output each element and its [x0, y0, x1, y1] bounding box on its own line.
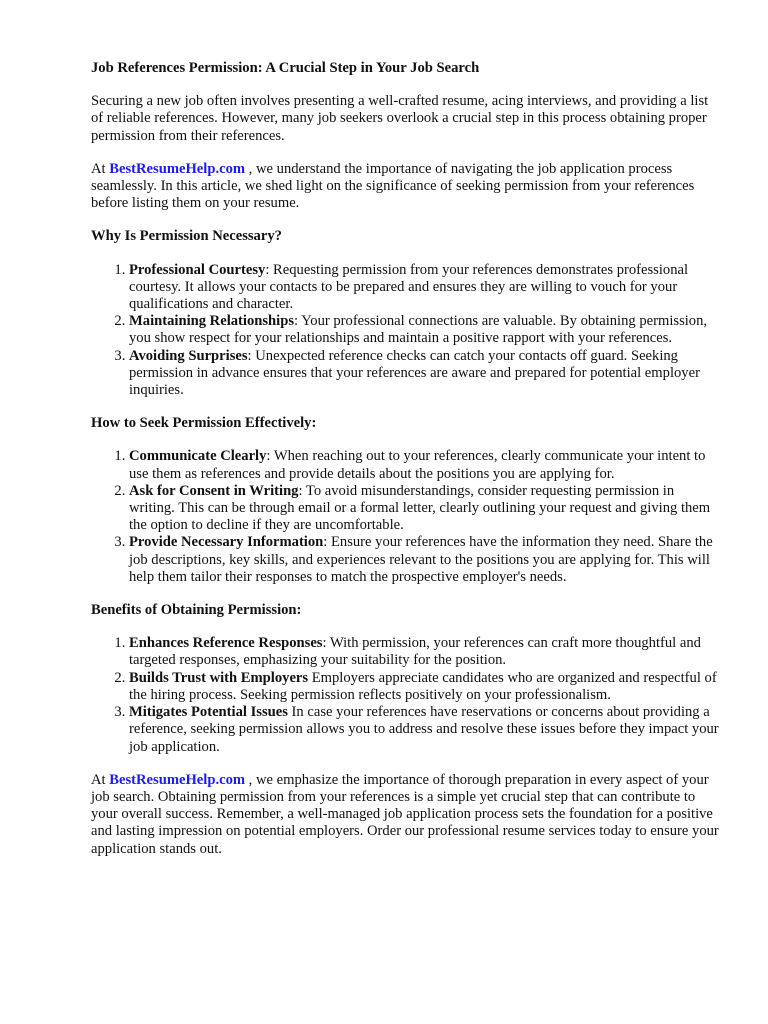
- closing-suffix: , we emphasize the importance of thorough preparation in every aspect of your job search. Obtaining permission from your references is a simple yet crucial step that can contribute to your overall success. Remember, a well-managed job application process sets the foundation for a positive and lasting impression on potential employers. Order our professional resume services today to ensure your application stands out.: [91, 771, 719, 857]
- item-term: Communicate Clearly: [129, 448, 267, 465]
- item-term: Enhances Reference Responses: [129, 635, 323, 652]
- about-paragraph: [91, 161, 721, 213]
- bestresumehelp-link[interactable]: BestResumeHelp.com: [109, 160, 246, 177]
- item-text: : Requesting permission from your references demonstrates professional courtesy. It allows your contacts to be prepared and ensures they are willing to vouch for your qualifications and character.: [129, 261, 689, 313]
- item-term: Provide Necessary Information: [129, 534, 324, 551]
- list-item: [129, 534, 721, 586]
- item-text: : Unexpected reference checks can catch your contacts off guard. Seeking permission in advance ensures that your references are aware and prepared for potential employer inquiries.: [129, 347, 700, 399]
- section-heading-benefits: Benefits of Obtaining Permission:: [91, 602, 302, 619]
- item-term: Ask for Consent in Writing: [129, 482, 299, 499]
- how-list: [91, 448, 721, 586]
- item-term: Mitigates Potential Issues: [129, 704, 288, 721]
- why-list: [91, 262, 721, 400]
- item-text: : With permission, your references can craft more thoughtful and targeted responses, emphasizing your suitability for the position.: [129, 635, 701, 669]
- benefits-list: [91, 635, 721, 755]
- bestresumehelp-link[interactable]: BestResumeHelp.com: [109, 771, 246, 788]
- item-text: : When reaching out to your references, clearly communicate your intent to use them as references and provide details about the positions you are applying for.: [129, 448, 706, 482]
- document-title: Job References Permission: A Crucial Step in Your Job Search: [91, 60, 480, 76]
- closing-paragraph: [91, 772, 721, 858]
- about-suffix: , we understand the importance of navigating the job application process seamlessly. In this article, we shed light on the significance of seeking permission from your references before listing them on your resume.: [91, 160, 695, 212]
- list-item: [129, 313, 721, 347]
- list-item: [129, 262, 721, 314]
- list-item: [129, 635, 721, 669]
- section-heading-how: How to Seek Permission Effectively:: [91, 415, 317, 432]
- section-heading-why: Why Is Permission Necessary?: [91, 228, 282, 245]
- about-prefix: At: [91, 160, 110, 177]
- list-item: [129, 670, 721, 704]
- item-text: : Ensure your references have the information they need. Share the job descriptions, key skills, and experiences relevant to the positions you are applying for. This will help them tailor their responses to match the prospective employer's needs.: [129, 534, 713, 585]
- item-term: Builds Trust with Employers: [129, 669, 309, 686]
- item-text: Employers appreciate candidates who are organized and respectful of the hiring process. Seeking permission reflects positively on your professionalism.: [129, 669, 717, 703]
- closing-prefix: At: [91, 771, 110, 788]
- item-term: Professional Courtesy: [129, 261, 266, 278]
- item-term: Maintaining Relationships: [129, 313, 295, 330]
- item-text: In case your references have reservations or concerns about providing a reference, seeking permission allows you to address and resolve these issues before they impact your job application.: [129, 704, 719, 755]
- list-item: [129, 704, 721, 756]
- document-page: [91, 60, 721, 874]
- list-item: [129, 483, 721, 535]
- item-text: : Your professional connections are valuable. By obtaining permission, you show respect for your relationships and maintain a positive rapport with your references.: [129, 313, 708, 347]
- item-text: : To avoid misunderstandings, consider requesting permission in writing. This can be through email or a formal letter, clearly outlining your request and giving them the option to decline if they are uncomfortable.: [129, 482, 711, 534]
- item-term: Avoiding Surprises: [129, 347, 248, 364]
- intro-paragraph: Securing a new job often involves presenting a well-crafted resume, acing interviews, and providing a list of reliable references. However, many job seekers overlook a crucial step in this process obtaining proper permission from their references.: [91, 93, 709, 144]
- list-item: [129, 448, 721, 482]
- list-item: [129, 348, 721, 400]
